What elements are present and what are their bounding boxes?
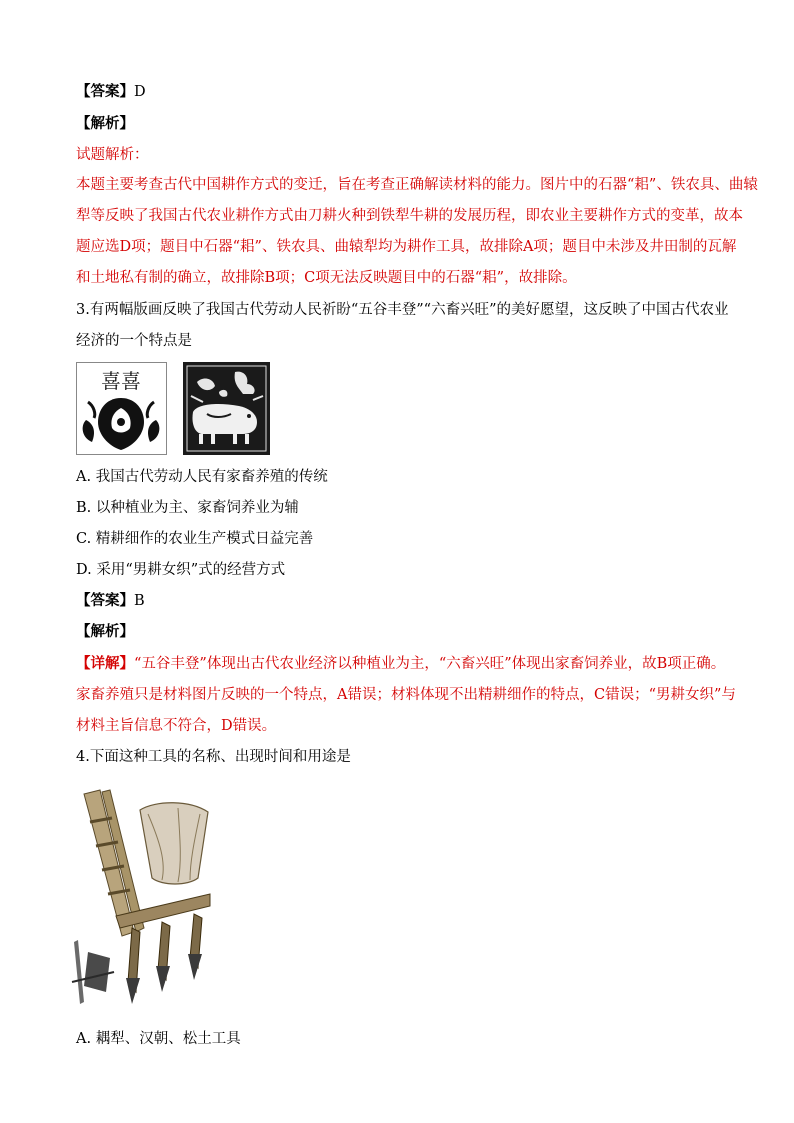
q2-analysis-line-4: 和土地私有制的确立，故排除B项；C项无法反映题目中的石器“耜”，故排除。 (76, 270, 577, 286)
q2-analysis-line-2: 犁等反映了我国古代农业耕作方式由刀耕火种到铁犁牛耕的发展历程，即农业主要耕作方式的变革，故本 (76, 208, 743, 224)
double-happiness-glyph: 喜喜 (101, 369, 141, 393)
q3-stem-line-1: 3.有两幅版画反映了我国古代劳动人民祈盼“五谷丰登”“六畜兴旺”的美好愿望，这反映了中国古代农业 (76, 302, 729, 318)
q3-detail-line-2: 家畜养殖只是材料图片反映的一个特点，A错误；材料体现不出精耕细作的特点，C错误；“男耕女织”与 (76, 687, 736, 703)
q4-stem: 4.下面这种工具的名称、出现时间和用途是 (76, 749, 351, 765)
q3-answer (76, 591, 145, 611)
woodcut-print-1 (76, 362, 167, 455)
q2-analysis-line-3: 题应选D项；题目中石器“耜”、铁农具、曲辕犁均为耕作工具，故排除A项；题目中未涉及井田制的瓦解 (76, 239, 737, 255)
q3-stem-line-2: 经济的一个特点是 (76, 333, 192, 349)
q3-option-c: C. 精耕细作的农业生产模式日益完善 (76, 531, 314, 547)
q2-answer (76, 82, 146, 102)
q3-option-d: D. 采用“男耕女织”式的经营方式 (76, 562, 286, 578)
q2-analysis-label: 【解析】 (76, 115, 134, 132)
q3-answer-label: 【答案】 (76, 592, 134, 609)
q3-answer-value: B (134, 593, 145, 609)
q3-detail-line-1 (76, 654, 725, 674)
q2-analysis-sub: 试题解析： (76, 147, 149, 163)
q3-option-a: A. 我国古代劳动人民有家畜养殖的传统 (76, 469, 328, 485)
woodcut-print-2 (183, 362, 270, 455)
q2-analysis-line-1: 本题主要考查古代中国耕作方式的变迁，旨在考查正确解读材料的能力。图片中的石器“耜”、铁农具、曲辕 (76, 177, 758, 193)
q3-detail-text-1: “五谷丰登”体现出古代农业经济以种植业为主，“六畜兴旺”体现出家畜饲养业，故B项正确。 (134, 656, 726, 672)
seed-drill-tool-image (70, 782, 215, 1012)
q2-answer-label: 【答案】 (76, 83, 134, 100)
q3-option-b: B. 以种植业为主、家畜饲养业为辅 (76, 500, 299, 516)
q4-option-a: A. 耦犁、汉朝、松土工具 (76, 1031, 241, 1047)
q3-detail-label: 【详解】 (76, 655, 134, 672)
q2-answer-value: D (134, 84, 146, 100)
q3-detail-line-3: 材料主旨信息不符合，D错误。 (76, 718, 277, 734)
q3-analysis-label: 【解析】 (76, 623, 134, 640)
